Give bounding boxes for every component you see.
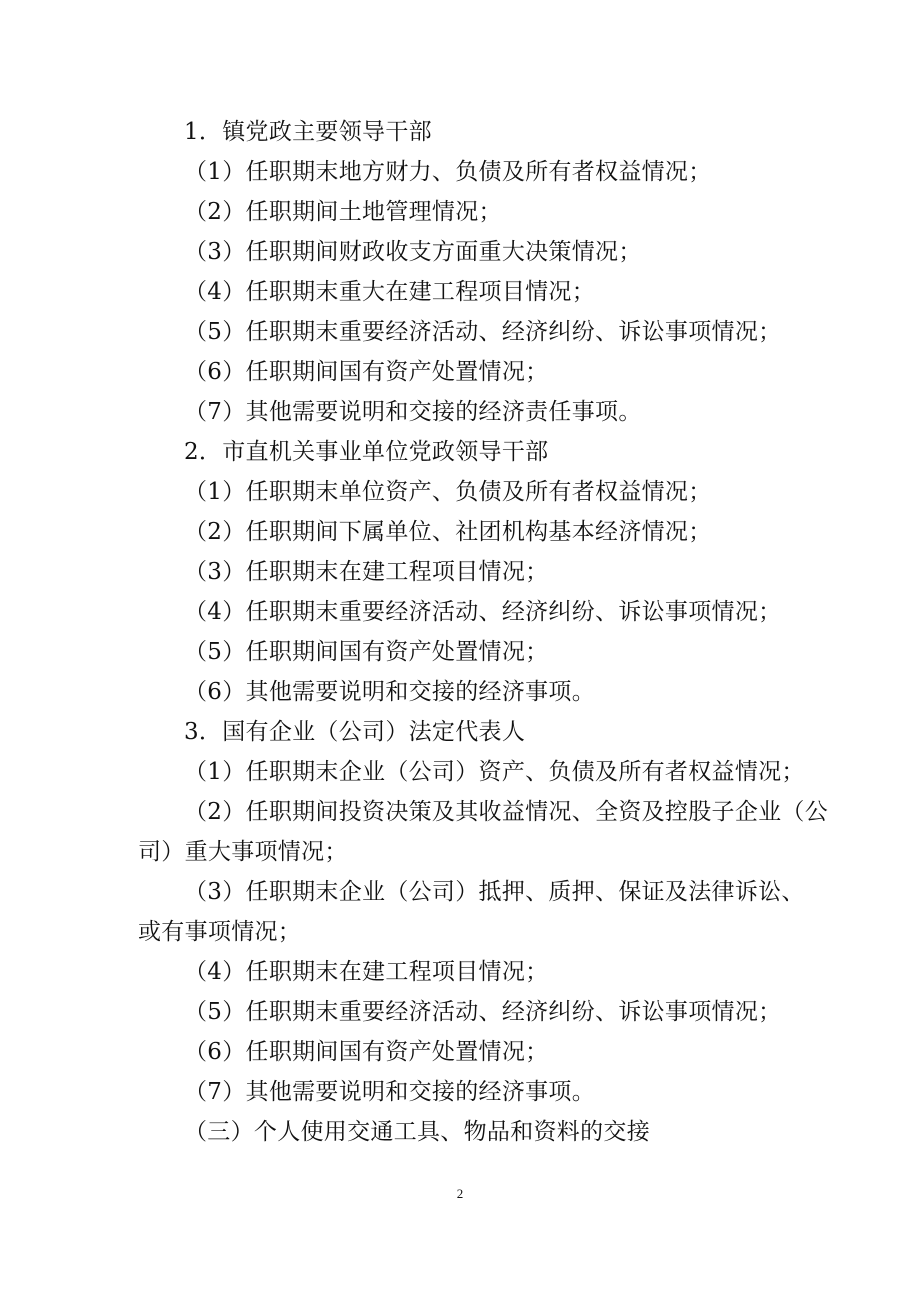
list-item: （6）任职期间国有资产处置情况； (184, 359, 549, 385)
list-item: （1）任职期末企业（公司）资产、负债及所有者权益情况； (184, 759, 805, 785)
list-item-continuation: 司）重大事项情况； (138, 839, 348, 865)
list-item: （2）任职期间土地管理情况； (184, 199, 502, 225)
list-item: （7）其他需要说明和交接的经济事项。 (184, 1079, 596, 1105)
list-item: （2）任职期间投资决策及其收益情况、全资及控股子企业（公 (184, 799, 829, 825)
list-item: （7）其他需要说明和交接的经济责任事项。 (184, 399, 642, 425)
list-item: （1）任职期末单位资产、负债及所有者权益情况； (184, 479, 712, 505)
list-item: （1）任职期末地方财力、负债及所有者权益情况； (184, 159, 712, 185)
list-item: （5）任职期间国有资产处置情况； (184, 639, 549, 665)
document-body (138, 112, 829, 1152)
page-number: 2 (456, 1186, 464, 1201)
section-heading-3: 3．国有企业（公司）法定代表人 (184, 719, 526, 745)
list-item: （6）其他需要说明和交接的经济事项。 (184, 679, 596, 705)
list-item: （2）任职期间下属单位、社团机构基本经济情况； (184, 519, 712, 545)
list-item: （3）任职期末在建工程项目情况； (184, 559, 549, 585)
list-item: （4）任职期末重大在建工程项目情况； (184, 279, 596, 305)
list-item: （4）任职期末在建工程项目情况； (184, 959, 549, 985)
list-item: （4）任职期末重要经济活动、经济纠纷、诉讼事项情况； (184, 599, 782, 625)
list-item-continuation: 或有事项情况； (138, 919, 302, 945)
list-item: （5）任职期末重要经济活动、经济纠纷、诉讼事项情况； (184, 999, 782, 1025)
list-item: （5）任职期末重要经济活动、经济纠纷、诉讼事项情况； (184, 319, 782, 345)
subsection-heading: （三）个人使用交通工具、物品和资料的交接 (184, 1119, 650, 1145)
list-item: （6）任职期间国有资产处置情况； (184, 1039, 549, 1065)
list-item: （3）任职期末企业（公司）抵押、质押、保证及法律诉讼、 (184, 879, 805, 905)
section-heading-2: 2．市直机关事业单位党政领导干部 (184, 439, 549, 465)
list-item: （3）任职期间财政收支方面重大决策情况； (184, 239, 642, 265)
section-heading-1: 1．镇党政主要领导干部 (184, 119, 432, 145)
